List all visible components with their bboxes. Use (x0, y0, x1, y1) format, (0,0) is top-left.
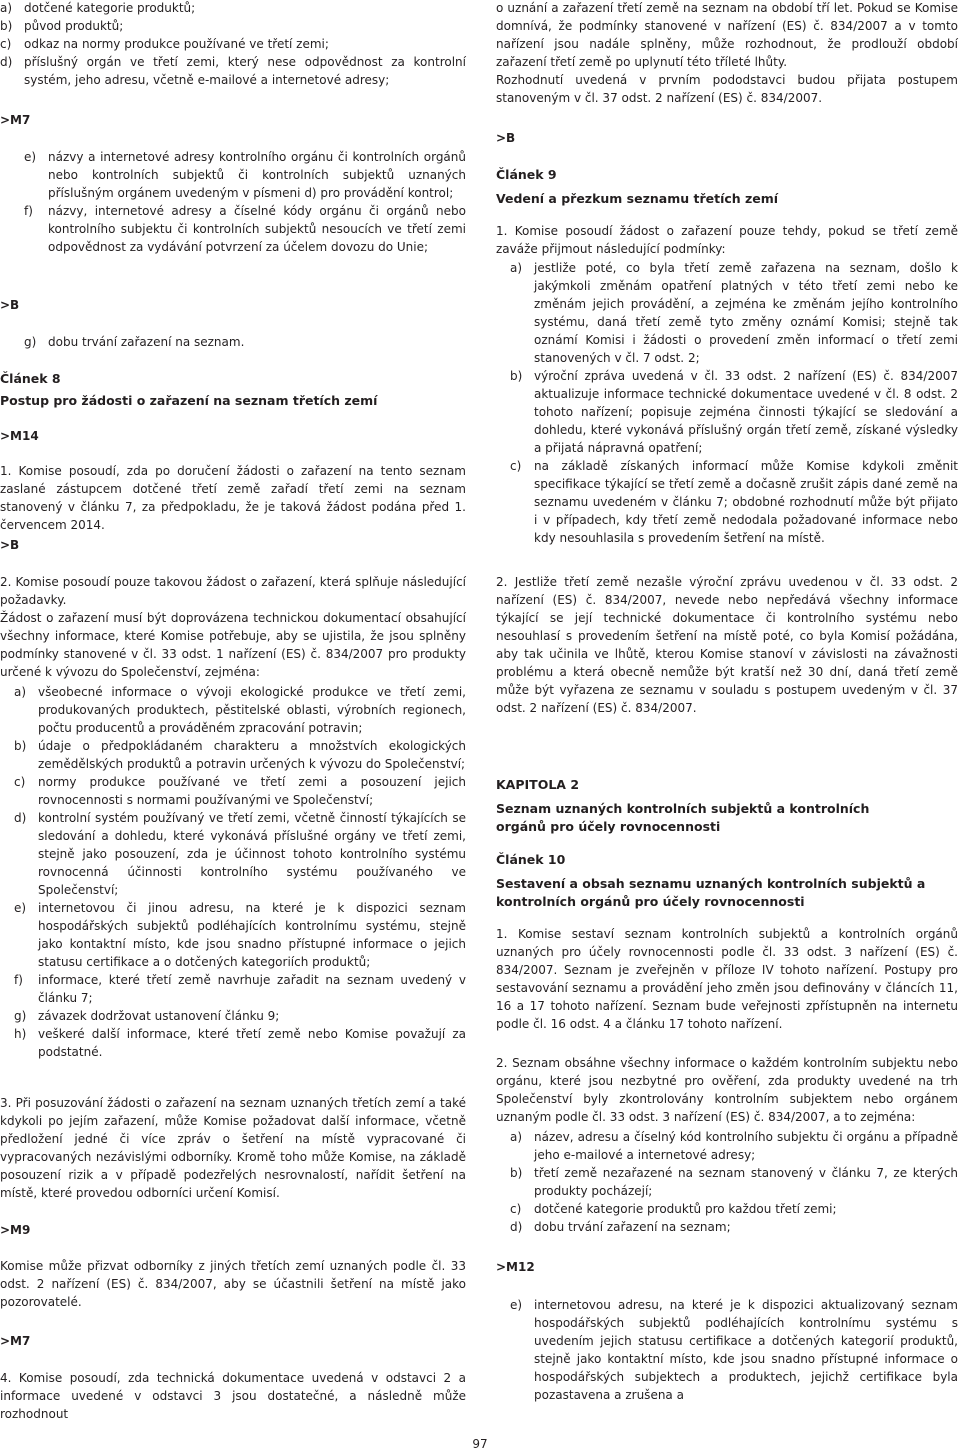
article-8-heading (0, 370, 466, 410)
amendment-marker: >M12 (496, 1260, 535, 1274)
list-item: c) normy produkce používané ve třetí zemi a posouzení jejich rovnocennosti s normami používanými ve Společenství; (14, 775, 466, 807)
article-title: Článek 10 (496, 852, 566, 867)
paragraph: 1. Komise posoudí žádost o zařazení pouze tehdy, pokud se třetí země zaváže přijmout následující podmínky: (496, 224, 958, 256)
paragraph: 1. Komise posoudí, zda po doručení žádosti o zařazení na tento seznam zaslané zástupcem dotčené třetí země zařadí třetí zemi na seznam stanovený v článku 7, za předpokladu, že je taková žádost podána před 1. červencem 2014. (0, 464, 466, 532)
list-item: a) název, adresu a číselný kód kontrolního subjektu či orgánu a případně jeho e-mailové a internetové adresy; (510, 1130, 958, 1162)
amendment-marker: >B (0, 538, 20, 552)
art10-list-e (496, 1296, 958, 1404)
list-item: b) původ produktů; (0, 19, 124, 33)
list-item: f) informace, které třetí země navrhuje zařadit na seznam uvedený v článku 7; (14, 973, 466, 1005)
article-10-heading (496, 851, 958, 911)
art10-list (496, 1128, 958, 1236)
list-g (24, 333, 466, 351)
list-item: b) třetí země nezařazené na seznam stanovený v článku 7, ze kterých produkty pocházejí; (510, 1166, 958, 1198)
list-item: h) veškeré další informace, které třetí země nebo Komise považují za podstatné. (14, 1027, 466, 1059)
list-item: c) dotčené kategorie produktů pro každou třetí zemi; (510, 1202, 837, 1216)
article-9-heading (496, 166, 958, 208)
paragraph: 4. Komise posoudí, zda technická dokumentace uvedená v odstavci 2 a informace uvedené v odstavci 3 jsou dostatečné, a následně může rozhodnout (0, 1371, 466, 1421)
intro-list (0, 0, 466, 89)
list-item: d) kontrolní systém používaný ve třetí zemi, včetně činností týkajících se sledování a dohledu, které vykonává příslušné orgány ve třetí zemi, stejně jako posouzení, zda je účinnost tohoto kontrolního systému rovnocenná účinnosti kontrolního systému používaného ve Společenství; (14, 811, 466, 897)
article-title: Článek 9 (496, 167, 557, 182)
paragraph: 2. Jestliže třetí země nezašle výroční zprávu uvedenou v čl. 33 odst. 2 nařízení (ES) č. 834/2007, nevede nebo nepředává všechny informace týkající se její technické dokumentace či kontrolního systému nebo nesouhlasí s provedením šetření na místě poté, co byla Komisí požádána, aby tak učinila ve lhůtě, kterou Komise stanoví v závislosti na závažnosti problému a která obecně nemůže být kratší než 30 dní, daná třetí země může být vyřazena ze seznamu v souladu s postupem uvedeným v čl. 37 odst. 2 nařízení (ES) č. 834/2007. (496, 575, 958, 715)
list-item: c) na základě získaných informací může Komise kdykoli změnit specifikace týkající se třetí země a dočasně zrušit zápis dané země na seznamu uvedeném v článku 7; obdobné rozhodnutí může být přijato i v případech, kdy třetí země nedodala požadované informace nebo kdy nesouhlasila s provedením šetření na místě. (510, 459, 958, 545)
list-ef (24, 148, 466, 256)
list-item: d) dobu trvání zařazení na seznam; (510, 1220, 731, 1234)
paragraph: 3. Při posuzování žádosti o zařazení na seznam uznaných třetích zemí a také kdykoli po jejím zařazení, může Komise požadovat další informace, včetně předložení jedné či více zpráv o šetření na místě vypracované či vypracovaných nezávislými odborníky. Kromě toho může Komise, na základě posouzení rizik a v případě podezřelých nesrovnalostí, nařídit šetření na místě, které provedou odborníci určení Komisí. (0, 1096, 466, 1200)
article-subtitle: Vedení a přezkum seznamu třetích zemí (496, 191, 779, 206)
list-item: b) výroční zpráva uvedená v čl. 33 odst. 2 nařízení (ES) č. 834/2007 aktualizuje informace technické dokumentace uvedené v čl. 8 odst. 2 tohoto nařízení; popisuje zejména činnosti týkající se sledování a dohledu, které vykonává příslušný orgán třetí země, získané výsledky a přijatá nápravná opatření; (510, 369, 958, 455)
amendment-marker: >B (496, 131, 516, 145)
list-item: g) dobu trvání zařazení na seznam. (24, 335, 245, 349)
amendment-marker: >M14 (0, 429, 39, 443)
article-title: Článek 8 (0, 371, 61, 386)
list-item: c) odkaz na normy produkce používané ve třetí zemi; (0, 37, 329, 51)
list-item: f) názvy, internetové adresy a číselné kódy orgánu či orgánů nebo kontrolního subjektu či kontrolních subjektů nesoucích ve třetí zemi odpovědnost za vydávání potvrzení za účelem dovozu do Unie; (24, 204, 466, 254)
article-subtitle: Sestavení a obsah seznamu uznaných kontrolních subjektů a kontrolních orgánů pro účely rovnocennosti (496, 876, 926, 909)
amendment-marker: >M7 (0, 1334, 31, 1348)
list-item: a) jestliže poté, co byla třetí země zařazena na seznam, došlo k jakýmkoli změnám opatření platných v této třetí zemi nebo ke změnám jejich provádění, a zejména ke změnám jejího kontrolního systému, daná třetí země tyto změny oznámí Komisi; stejně tak oznámí Komisi i žádosti o provedení změn informací o třetí zemi stanovených v čl. 7 odst. 2; (510, 261, 958, 365)
list-item: a) dotčené kategorie produktů; (0, 1, 196, 15)
paragraph: o uznání a zařazení třetí země na seznam na období tří let. Pokud se Komise domnívá, že podmínky stanovené v nařízení (ES) č. 834/2007 a v tomto nařízení jsou nadále splněny, může rozhodnout, že prodlouží období zařazení třetí země po uplynutí této tříleté lhůty. Rozhodnutí uvedená v prvním pododstavci budou přijata postupem stanoveným v čl. 37 odst. 2 nařízení (ES) č. 834/2007. (496, 1, 958, 105)
article-subtitle: Postup pro žádosti o zařazení na seznam třetích zemí (0, 393, 378, 408)
amendment-marker: >M7 (0, 113, 31, 127)
list-2 (0, 683, 466, 1061)
list-item: e) názvy a internetové adresy kontrolního orgánu či kontrolních orgánů nebo kontrolních subjektů či kontrolních subjektů uznaných příslušným orgánem uvedeným v písmeni d) pro provádění kontrol; (24, 150, 466, 200)
paragraph: 2. Seznam obsáhne všechny informace o každém kontrolním subjektu nebo orgánu, které jsou nezbytné pro ověření, zda produkty uvedené na trh Společenství byly zkontrolovány kontrolním subjektem nebo orgánem uznaným podle čl. 33 odst. 3 nařízení (ES) č. 834/2007, a to zejména: (496, 1056, 958, 1124)
list-item: e) internetovou adresu, na které je k dispozici aktualizovaný seznam hospodářských subjektů podléhajících kontrolnímu systému s uvedením jejich statusu certifikace a dotčených kategorií produktů, stejně jako kontaktní místo, kde jsou snadno přístupné informace o hospodářských subjektech a produktech, jejichž certifikace byla pozastavena a zrušena a (510, 1298, 958, 1402)
list-item: e) internetovou či jinou adresu, na které je k dispozici seznam hospodářských subjektů podléhajících kontrolnímu systému, stejně jako kontaktní místo, kde jsou snadno přístupné informace o jejich statusu certifikace a o dotčených kategoriích produktů; (14, 901, 466, 969)
list-item: g) závazek dodržovat ustanovení článku 9; (14, 1009, 280, 1023)
chapter-title: Seznam uznaných kontrolních subjektů a kontrolních orgánů pro účely rovnocennosti (496, 801, 870, 834)
page-number: 97 (472, 1437, 488, 1451)
paragraph: 1. Komise sestaví seznam kontrolních subjektů a kontrolních orgánů uznaných pro účely rovnocennosti podle čl. 33 odst. 3 nařízení (ES) č. 834/2007. Seznam je zveřejněn v příloze IV tohoto nařízení. Postupy pro sestavování seznamu a provádění jeho změn jsou definovány v článcích 11, 16 a 17 tohoto nařízení. Seznam bude veřejnosti zpřístupněn na internetu podle čl. 16 odst. 4 a článku 17 tohoto nařízení. (496, 927, 958, 1031)
amendment-marker: >M9 (0, 1223, 31, 1237)
paragraph: 2. Komise posoudí pouze takovou žádost o zařazení, která splňuje následující požadavky. Žádost o zařazení musí být doprovázena technickou dokumentací obsahující všechny informace, které Komise potřebuje, aby se ujistila, že jsou splněny podmínky stanovené v čl. 33 odst. 1 nařízení (ES) č. 834/2007 pro produkty určené k vývozu do Společenství, zejména: (0, 575, 466, 679)
amendment-marker: >B (0, 298, 20, 312)
list-item: b) údaje o předpokládaném charakteru a množstvích ekologických zemědělských produktů a potravin určených k vývozu do Společenství; (14, 739, 466, 771)
list-item: a) všeobecné informace o vývoji ekologické produkce ve třetí zemi, produkovaných produktech, pěstitelské oblasti, výrobních regionech, počtu producentů a prováděném zpracování potravin; (14, 685, 466, 735)
art9-list (496, 259, 958, 547)
paragraph: Komise může přizvat odborníky z jiných třetích zemí uznaných podle čl. 33 odst. 2 nařízení (ES) č. 834/2007, aby se účastnili šetření na místě jako pozorovatelé. (0, 1259, 466, 1309)
chapter-heading (496, 776, 958, 836)
chapter-label: KAPITOLA 2 (496, 777, 580, 792)
list-item: d) příslušný orgán ve třetí zemi, který nese odpovědnost za kontrolní systém, jeho adresu, včetně e-mailové a internetové adresy; (0, 55, 466, 87)
